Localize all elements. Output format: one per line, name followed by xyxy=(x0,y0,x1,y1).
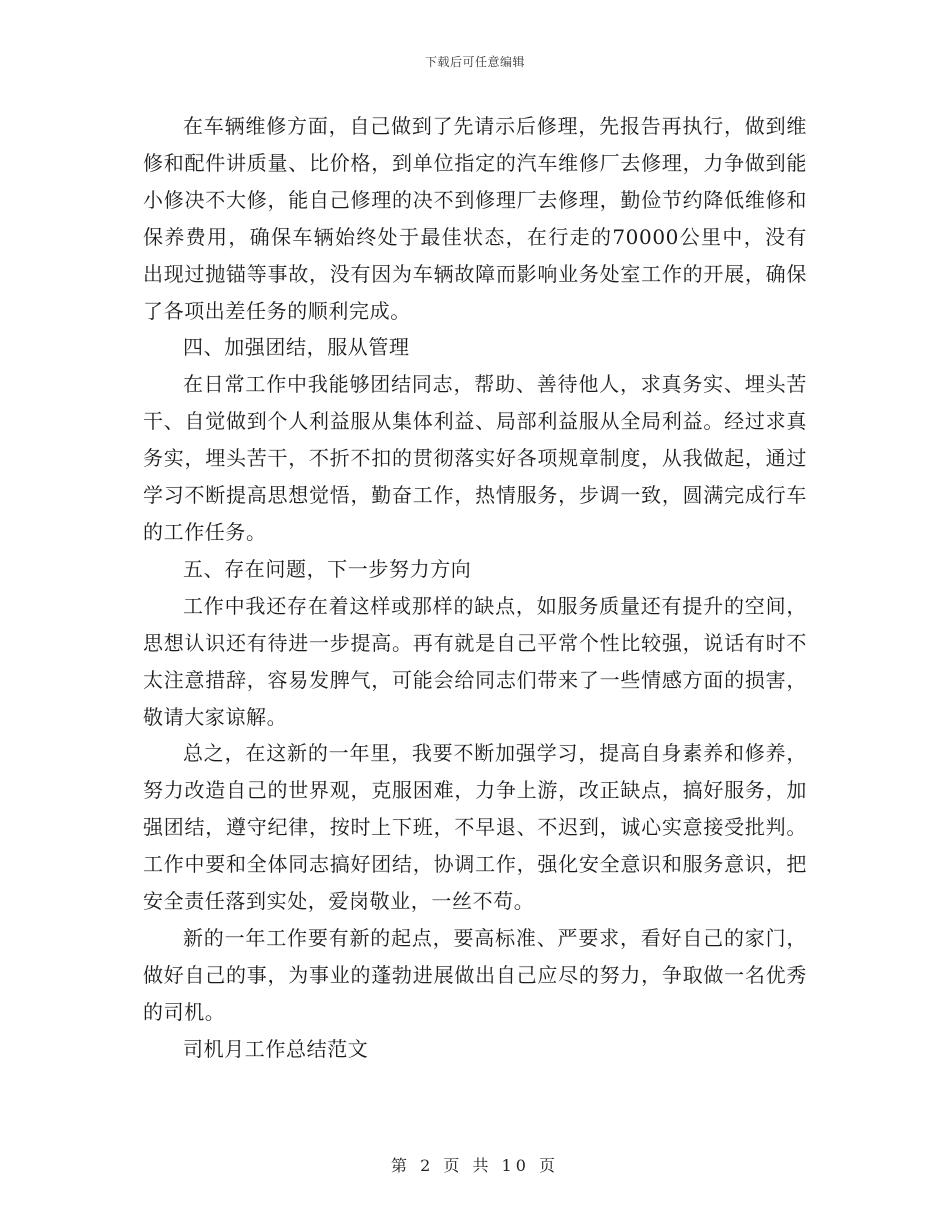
paragraph-new-year: 新的一年工作要有新的起点，要高标准、严要求，看好自己的家门，做好自己的事，为事业的蓬勃进展做出自己应尽的努力，争取做一名优秀的司机。 xyxy=(143,925,807,1024)
page-header: 下载后可任意编辑 xyxy=(424,55,525,69)
next-document-title: 司机月工作总结范文 xyxy=(183,1036,369,1061)
section-heading-unity: 四、加强团结，服从管理 xyxy=(183,335,410,360)
document-body xyxy=(143,108,807,1068)
paragraph-summary: 总之，在这新的一年里，我要不断加强学习，提高自身素养和修养，努力改造自己的世界观，克服困难，力争上游，改正缺点，搞好服务，加强团结，遵守纪律，按时上下班，不早退、不迟到，诚心实意接受批判。工作中要和全体同志搞好团结，协调工作，强化安全意识和服务意识，把安全责任落到实处，爱岗敬业，一丝不苟。 xyxy=(143,741,807,914)
page-number: 第 2 页 共 10 页 xyxy=(391,1156,559,1175)
paragraph-unity: 在日常工作中我能够团结同志，帮助、善待他人，求真务实、埋头苦干、自觉做到个人利益服从集体利益、局部利益服从全局利益。经过求真务实，埋头苦干，不折不扣的贯彻落实好各项规章制度，从我做起，通过学习不断提高思想觉悟，勤奋工作，热情服务，步调一致，圆满完成行车的工作任务。 xyxy=(143,372,807,544)
paragraph-problems: 工作中我还存在着这样或那样的缺点，如服务质量还有提升的空间，思想认识还有待进一步提高。再有就是自己平常个性比较强，说话有时不太注意措辞，容易发脾气，可能会给同志们带来了一些情感方面的损害，敬请大家谅解。 xyxy=(143,593,807,729)
paragraph-vehicle-maintenance: 在车辆维修方面，自己做到了先请示后修理，先报告再执行，做到维修和配件讲质量、比价格，到单位指定的汽车维修厂去修理，力争做到能小修决不大修，能自己修理的决不到修理厂去修理，勤俭节约降低维修和保养费用，确保车辆始终处于最佳状态，在行走的70000公里中，没有出现过抛锚等事故，没有因为车辆故障而影响业务处室工作的开展，确保了各项出差任务的顺利完成。 xyxy=(143,114,807,323)
section-heading-problems: 五、存在问题，下一步努力方向 xyxy=(183,556,472,581)
